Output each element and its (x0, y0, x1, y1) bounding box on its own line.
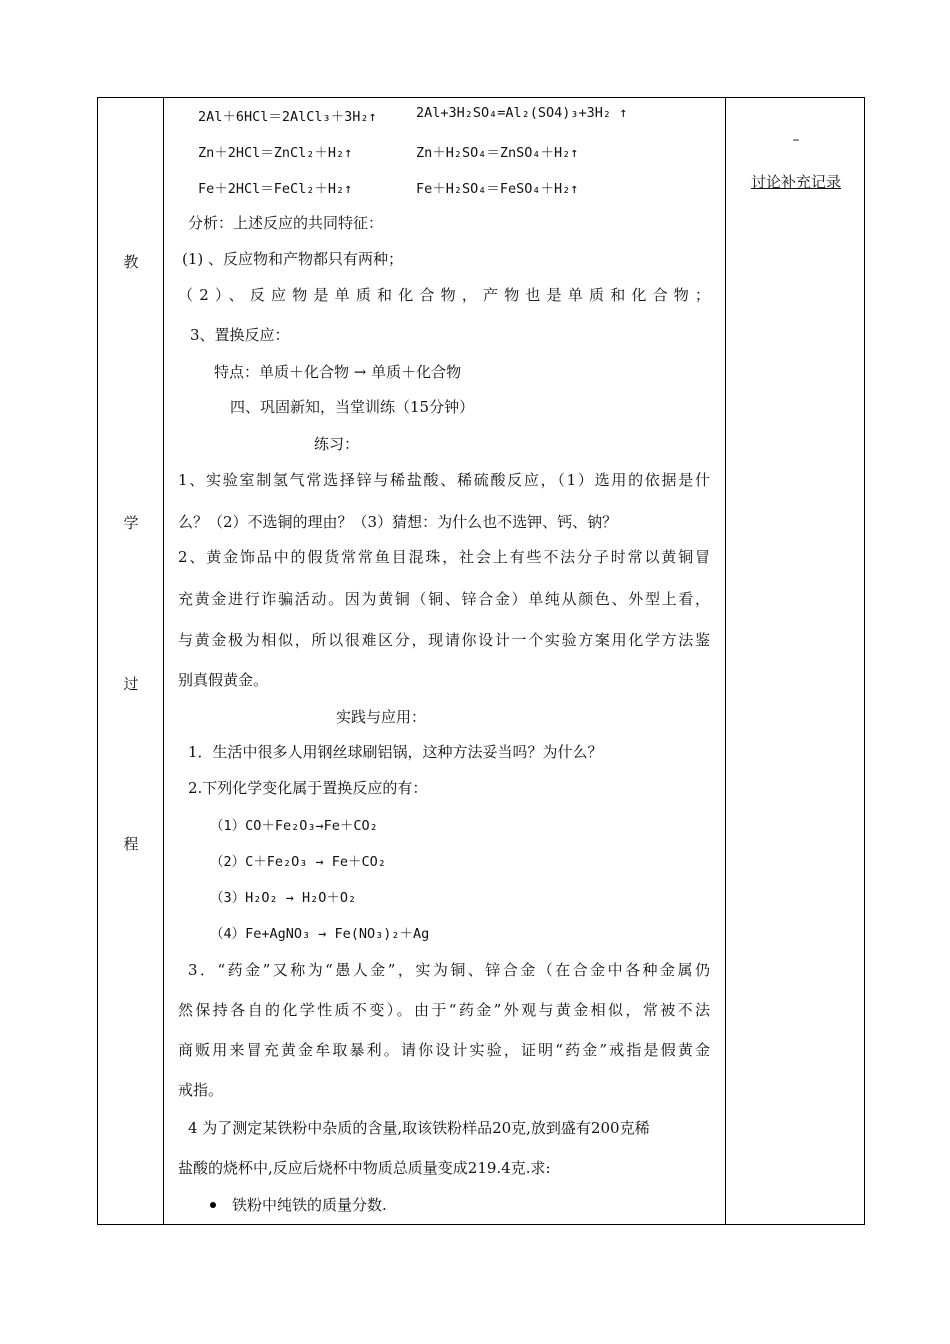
apply-question: 1．生活中很多人用钢丝球刷铝锅，这种方法妥当吗？为什么？ (188, 743, 603, 761)
equation: Zn＋2HCl＝ZnCl₂＋H₂↑ (198, 145, 353, 161)
side-label-char: 学 (123, 514, 139, 532)
section-heading: 四、巩固新知，当堂训练（15分钟） (230, 398, 475, 416)
question-line: 充黄金进行诈骗活动。因为黄铜（铜、锌合金）单纯从颜色、外型上看， (178, 590, 710, 608)
section-heading: 3、置换反应： (190, 326, 290, 344)
reaction-option: （4）Fe+AgNO₃ → Fe(NO₃)₂＋Ag (210, 926, 430, 942)
reaction-option: （3）H₂O₂ → H₂O＋O₂ (210, 890, 357, 906)
apply-question: 3．“药金”又称为“愚人金”，实为铜、锌合金（在合金中各种金属仍 (188, 961, 710, 979)
reaction-trait: 特点：单质＋化合物 → 单质＋化合物 (214, 363, 462, 381)
analysis-heading: 分析：上述反应的共同特征： (188, 214, 384, 232)
bullet-icon (210, 1202, 216, 1208)
equation: Zn＋H₂SO₄＝ZnSO₄＋H₂↑ (416, 145, 579, 161)
side-label-char: 过 (123, 675, 139, 693)
notes-heading: 讨论补充记录 (750, 173, 841, 191)
apply-question: 2.下列化学变化属于置换反应的有： (188, 779, 428, 797)
reaction-option: （1）CO＋Fe₂O₃→Fe＋CO₂ (210, 818, 378, 834)
equation: Fe＋2HCl＝FeCl₂＋H₂↑ (198, 181, 353, 197)
notes-dash: – (792, 132, 800, 148)
lesson-content (164, 98, 726, 1224)
apply-question: 然保持各自的化学性质不变）。由于“药金”外观与黄金相似，常被不法 (178, 1001, 710, 1019)
feature-item: (1) 、反应物和产物都只有两种； (182, 250, 404, 268)
equation: 2Al＋6HCl＝2AlCl₃＋3H₂↑ (198, 109, 377, 125)
question-line: 么？（2）不选铜的理由？（3）猜想：为什么也不选钾、钙、钠？ (178, 513, 618, 531)
apply-question: 商贩用来冒充黄金牟取暴利。请你设计实验，证明“药金”戒指是假黄金 (178, 1041, 710, 1059)
lesson-table (97, 97, 865, 1225)
question-line: 2、黄金饰品中的假货常常鱼目混珠，社会上有些不法分子时常以黄铜冒 (178, 548, 710, 566)
reaction-option: （2）C＋Fe₂O₃ → Fe＋CO₂ (210, 854, 386, 870)
side-label-char: 程 (123, 835, 139, 853)
apply-question: 盐酸的烧杯中,反应后烧杯中物质总质量变成219.4克.求: (178, 1159, 551, 1177)
question-line: 1、实验室制氢气常选择锌与稀盐酸、稀硫酸反应，（1）选用的依据是什 (178, 471, 710, 489)
question-line: 别真假黄金。 (178, 671, 269, 689)
practice-heading: 练习： (314, 435, 360, 453)
equation: 2Al+3H₂SO₄=Al₂(SO4)₃+3H₂ ↑ (416, 105, 628, 121)
bullet-item: 铁粉中纯铁的质量分数. (232, 1196, 387, 1214)
apply-heading: 实践与应用： (336, 708, 427, 726)
equation: Fe＋H₂SO₄＝FeSO₄＋H₂↑ (416, 181, 579, 197)
question-line: 与黄金极为相似，所以很难区分，现请你设计一个实验方案用化学方法鉴 (178, 631, 710, 649)
feature-item: （2）、反应物是单质和化合物，产物也是单质和化合物； (178, 286, 710, 304)
side-label-char: 教 (123, 253, 139, 271)
apply-question: 戒指。 (178, 1081, 224, 1099)
apply-question: 4 为了测定某铁粉中杂质的含量,取该铁粉样品20克,放到盛有200克稀 (188, 1119, 650, 1137)
